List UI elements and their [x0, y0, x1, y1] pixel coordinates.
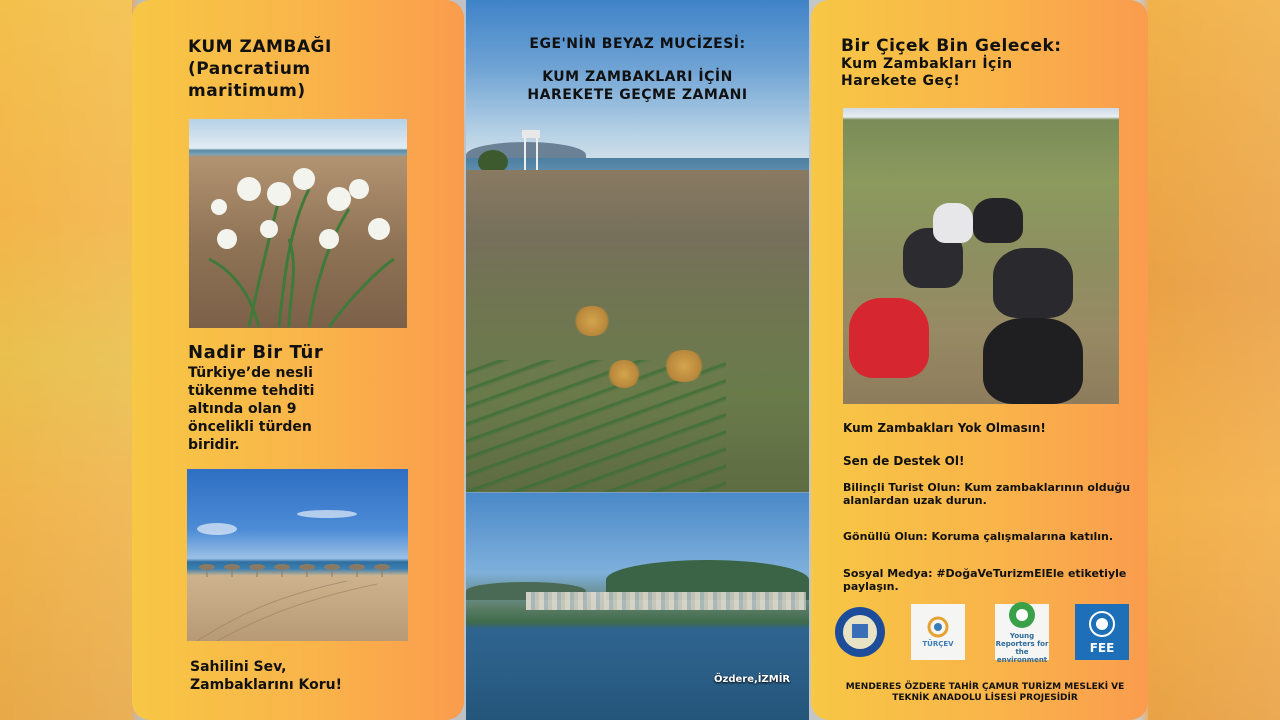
coastal-town — [526, 592, 806, 610]
turcev-logo-icon — [911, 604, 965, 660]
logo-label: Young Reporters for the environment — [995, 632, 1049, 664]
right-blur-background — [1148, 0, 1280, 720]
title-line: (Pancratium — [188, 59, 311, 79]
tip-volunteer: Gönüllü Olun: Koruma çalışmalarına katılın. — [843, 530, 1114, 543]
student — [973, 198, 1023, 243]
sea-lily-illustration — [189, 119, 407, 328]
lifeguard-tower-icon — [524, 136, 538, 172]
tip-social-media: Sosyal Medya: #DoğaVeTurizmElEle etiketiyle paylaşın. — [843, 567, 1127, 593]
title-sub-line: Kum Zambakları İçin — [841, 56, 1013, 72]
title-line: KUM ZAMBAĞI — [188, 37, 332, 57]
slogan-line: Zambaklarını Koru! — [190, 677, 343, 693]
body-line: öncelikli türden — [188, 419, 312, 435]
logo-label: FEE — [1089, 640, 1115, 655]
dried-flower — [606, 360, 642, 388]
heading-no-extinction: Kum Zambakları Yok Olmasın! — [843, 421, 1046, 435]
body-line: biridir. — [188, 437, 240, 453]
student-dark-jacket — [983, 318, 1083, 404]
subheadline — [466, 68, 809, 104]
dried-flower — [662, 350, 706, 382]
title-line: maritimum) — [188, 81, 306, 101]
protect-slogan — [190, 658, 440, 694]
left-blur-background — [0, 0, 132, 720]
body-line: Türkiye’de nesli — [188, 365, 313, 381]
beach-umbrellas-illustration — [187, 469, 408, 641]
partner-logos — [833, 604, 1133, 662]
young-reporters-logo-icon — [995, 604, 1049, 664]
students-planting-photo — [843, 108, 1119, 404]
student — [933, 203, 973, 243]
location-caption: Özdere,İZMİR — [714, 674, 791, 685]
school-seal-icon — [833, 604, 887, 660]
left-panel — [132, 0, 464, 720]
title-main: Bir Çiçek Bin Gelecek: — [841, 36, 1062, 56]
tip-conscious-tourist: Bilinçli Turist Olun: Kum zambaklarının olduğu alanlardan uzak durun. — [843, 481, 1131, 507]
logo-label: TÜRÇEV — [922, 640, 954, 648]
heading-support: Sen de Destek Ol! — [843, 454, 965, 468]
body-line: altında olan 9 — [188, 401, 297, 417]
sea-lily-photo — [189, 119, 407, 328]
student-red-jacket — [849, 298, 929, 378]
rare-species-text — [188, 364, 438, 454]
right-panel — [811, 0, 1148, 720]
project-footer: MENDERES ÖZDERE TAHİR ÇAMUR TURİZM MESLEKİ VE TEKNİK ANADOLU LİSESİ PROJESİDİR — [845, 682, 1125, 703]
dried-flower — [572, 306, 612, 336]
fee-logo-icon — [1075, 604, 1129, 660]
beach-umbrellas-photo — [187, 469, 408, 641]
species-title — [188, 36, 428, 102]
middle-panel — [466, 0, 809, 720]
subheadline-line: KUM ZAMBAKLARI İÇİN — [542, 69, 733, 85]
rare-species-heading: Nadir Bir Tür — [188, 342, 324, 363]
body-line: tükenme tehditi — [188, 383, 315, 399]
subheadline-line: HAREKETE GEÇME ZAMANI — [527, 87, 748, 103]
slogan-line: Sahilini Sev, — [190, 659, 287, 675]
student — [993, 248, 1073, 318]
call-to-action-title — [841, 36, 1131, 90]
title-sub-line: Harekete Geç! — [841, 73, 961, 89]
headline: EGE'NİN BEYAZ MUCİZESİ: — [529, 36, 746, 52]
